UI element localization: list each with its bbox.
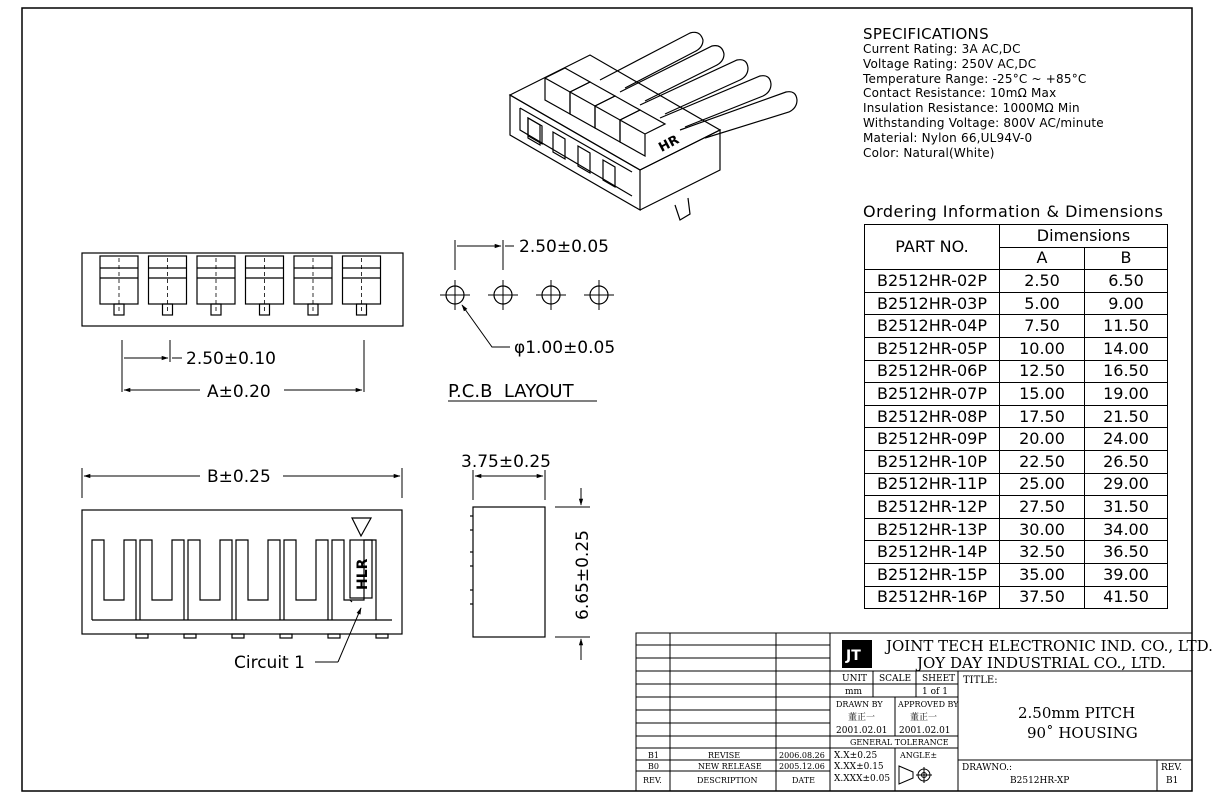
housing-front [510, 95, 640, 210]
dim-a-cell: 22.50 [1000, 450, 1085, 473]
top-view [82, 253, 403, 392]
top-view-pin [343, 256, 381, 315]
general-tolerance: GENERAL TOLERANCE [850, 738, 949, 747]
pitch-top-label: 2.50±0.10 [186, 349, 276, 369]
part-no-cell: B2512HR-15P [865, 563, 1000, 586]
company-name-2: JOY DAY INDUSTRIAL CO., LTD. [917, 654, 1166, 672]
table-row [865, 541, 1168, 564]
table-row [865, 270, 1168, 293]
dim-b-cell: 21.50 [1085, 405, 1168, 428]
dim-b-cell: 41.50 [1085, 586, 1168, 609]
unit-label: UNIT [842, 674, 868, 684]
dim-a-cell: 5.00 [1000, 292, 1085, 315]
dim-b-cell: 16.50 [1085, 360, 1168, 383]
specifications-block [863, 26, 1104, 160]
pcb-hole [536, 280, 566, 310]
spec-line: Contact Resistance: 10mΩ Max [863, 86, 1057, 101]
pcb-pitch-label: 2.50±0.05 [519, 237, 609, 257]
dim-a-label: A±0.20 [207, 382, 271, 402]
pcb-hole-label: φ1.00±0.05 [514, 338, 616, 358]
dim-b-cell: 34.00 [1085, 518, 1168, 541]
dim-b-cell: 29.00 [1085, 473, 1168, 496]
drawno-label: DRAWNO.: [962, 763, 1012, 773]
tolerance-2: X.XX±0.15 [834, 762, 884, 772]
ordering-table [864, 224, 1168, 609]
dim-a-cell: 20.00 [1000, 428, 1085, 451]
rev-row-2-date: 2005.12.06 [779, 762, 825, 771]
col-date: DATE [792, 776, 815, 785]
front-view-slots [92, 540, 376, 620]
rev-row-2-desc: NEW RELEASE [698, 762, 762, 771]
spec-line: Insulation Resistance: 1000MΩ Min [863, 101, 1080, 116]
part-no-cell: B2512HR-02P [865, 270, 1000, 293]
pcb-hole [440, 280, 470, 310]
sheet-value: 1 of 1 [922, 687, 948, 697]
slots [545, 68, 665, 156]
title-line-2: 90˚ HOUSING [1027, 724, 1138, 742]
col-rev: REV. [643, 776, 662, 785]
col-b-header: B [1085, 247, 1168, 270]
top-view-pin [100, 256, 138, 315]
approved-date: 2001.02.01 [899, 726, 951, 736]
pcb-hole [488, 280, 518, 310]
top-view-pin [149, 256, 187, 315]
side-height-label: 6.65±0.25 [573, 530, 593, 620]
sheet-label: SHEET [922, 674, 956, 684]
dim-b-cell: 39.00 [1085, 563, 1168, 586]
table-header-row [865, 225, 1168, 248]
ordering-title: Ordering Information & Dimensions [863, 202, 1164, 221]
table-row [865, 428, 1168, 451]
title-line-1: 2.50mm PITCH [1018, 704, 1136, 722]
part-no-cell: B2512HR-07P [865, 383, 1000, 406]
dimensions-header: Dimensions [1000, 225, 1168, 248]
spec-line: Withstanding Voltage: 800V AC/minute [863, 115, 1104, 130]
housing-mark: HLR [355, 558, 371, 590]
col-a-header: A [1000, 247, 1085, 270]
part-no-cell: B2512HR-11P [865, 473, 1000, 496]
top-view-pin [294, 256, 332, 315]
spec-line: Color: Natural(White) [863, 145, 995, 160]
scale-label: SCALE [879, 674, 912, 684]
spec-line: Temperature Range: -25°C ~ +85°C [863, 71, 1087, 86]
dim-a-cell: 30.00 [1000, 518, 1085, 541]
rev-row-2-rev: B0 [648, 762, 659, 771]
rev-row-1-date: 2006.08.26 [779, 751, 825, 760]
top-view-pin [197, 256, 235, 315]
table-row [865, 360, 1168, 383]
side-width-label: 3.75±0.25 [461, 452, 551, 472]
housing-side [640, 130, 720, 210]
drawno-value: B2512HR-XP [1010, 776, 1070, 786]
top-view-pin [246, 256, 284, 315]
table-row [865, 383, 1168, 406]
front-view [82, 468, 402, 662]
pcb-layout [440, 240, 614, 401]
iso-mark: HR [656, 132, 682, 156]
approved-by-name: 董正一 [910, 713, 938, 723]
table-row [865, 292, 1168, 315]
table-row [865, 586, 1168, 609]
part-no-cell: B2512HR-16P [865, 586, 1000, 609]
dim-a-cell: 2.50 [1000, 270, 1085, 293]
projection-symbol [899, 766, 932, 784]
dim-a-cell: 35.00 [1000, 563, 1085, 586]
latch [675, 198, 690, 220]
part-no-cell: B2512HR-14P [865, 541, 1000, 564]
circuit-label: Circuit 1 [234, 653, 305, 673]
rev-row-1-desc: REVISE [708, 751, 741, 760]
table-row [865, 315, 1168, 338]
specifications-heading: SPECIFICATIONS [863, 25, 989, 43]
dim-b-cell: 24.00 [1085, 428, 1168, 451]
tolerance-1: X.X±0.25 [834, 751, 878, 761]
part-no-cell: B2512HR-09P [865, 428, 1000, 451]
part-no-cell: B2512HR-04P [865, 315, 1000, 338]
dim-b-cell: 26.50 [1085, 450, 1168, 473]
dim-a-cell: 27.50 [1000, 496, 1085, 519]
part-no-cell: B2512HR-08P [865, 405, 1000, 428]
front-view-foot [232, 634, 244, 638]
table-row [865, 518, 1168, 541]
front-view-foot [280, 634, 292, 638]
dim-b-cell: 11.50 [1085, 315, 1168, 338]
dim-b-cell: 14.00 [1085, 337, 1168, 360]
spec-line: Current Rating: 3A AC,DC [863, 42, 1021, 56]
rev-label: REV. [1161, 763, 1183, 773]
rev-row-1-rev: B1 [648, 751, 659, 760]
dim-b-cell: 36.50 [1085, 541, 1168, 564]
dim-b-cell: 19.00 [1085, 383, 1168, 406]
col-description: DESCRIPTION [697, 776, 758, 785]
part-no-cell: B2512HR-05P [865, 337, 1000, 360]
dim-a-cell: 12.50 [1000, 360, 1085, 383]
part-no-cell: B2512HR-12P [865, 496, 1000, 519]
dim-a-cell: 15.00 [1000, 383, 1085, 406]
dim-a-cell: 7.50 [1000, 315, 1085, 338]
drawn-date: 2001.02.01 [836, 726, 888, 736]
part-no-cell: B2512HR-13P [865, 518, 1000, 541]
front-view-foot [376, 634, 388, 638]
front-view-foot [136, 634, 148, 638]
angle-label: ANGLE± [900, 751, 938, 760]
isometric-view [510, 32, 797, 220]
drawn-by-name: 董正一 [848, 713, 876, 723]
front-view-foot [184, 634, 196, 638]
dim-a-cell: 37.50 [1000, 586, 1085, 609]
table-row [865, 496, 1168, 519]
part-no-cell: B2512HR-03P [865, 292, 1000, 315]
pcb-hole [584, 280, 614, 310]
side-view [470, 470, 590, 660]
table-row [865, 473, 1168, 496]
spec-line: Material: Nylon 66,UL94V-0 [863, 130, 1033, 145]
dim-b-label: B±0.25 [207, 467, 271, 487]
part-no-header: PART NO. [865, 225, 1000, 270]
table-row [865, 337, 1168, 360]
dim-a-cell: 10.00 [1000, 337, 1085, 360]
company-logo [842, 640, 872, 668]
dim-a-cell: 25.00 [1000, 473, 1085, 496]
pcb-layout-label: P.C.B LAYOUT [448, 381, 574, 402]
dim-b-cell: 9.00 [1085, 292, 1168, 315]
drawn-by-label: DRAWN BY [836, 700, 883, 709]
table-row [865, 405, 1168, 428]
part-no-cell: B2512HR-06P [865, 360, 1000, 383]
rev-value: B1 [1166, 776, 1179, 786]
svg-text:JT: JT [846, 648, 861, 664]
dim-a-cell: 32.50 [1000, 541, 1085, 564]
dim-b-cell: 6.50 [1085, 270, 1168, 293]
table-row [865, 563, 1168, 586]
unit-value: mm [845, 687, 863, 697]
part-no-cell: B2512HR-10P [865, 450, 1000, 473]
dim-a-cell: 17.50 [1000, 405, 1085, 428]
spec-line: Voltage Rating: 250V AC,DC [863, 56, 1037, 71]
tolerance-3: X.XXX±0.05 [834, 774, 891, 784]
dim-b-cell: 31.50 [1085, 496, 1168, 519]
title-label: TITLE: [963, 675, 998, 686]
company-name-1: JOINT TECH ELECTRONIC IND. CO., LTD. [886, 637, 1213, 655]
table-row [865, 450, 1168, 473]
front-view-foot [328, 634, 340, 638]
approved-by-label: APPROVED BY [898, 700, 959, 709]
wires [600, 32, 797, 138]
